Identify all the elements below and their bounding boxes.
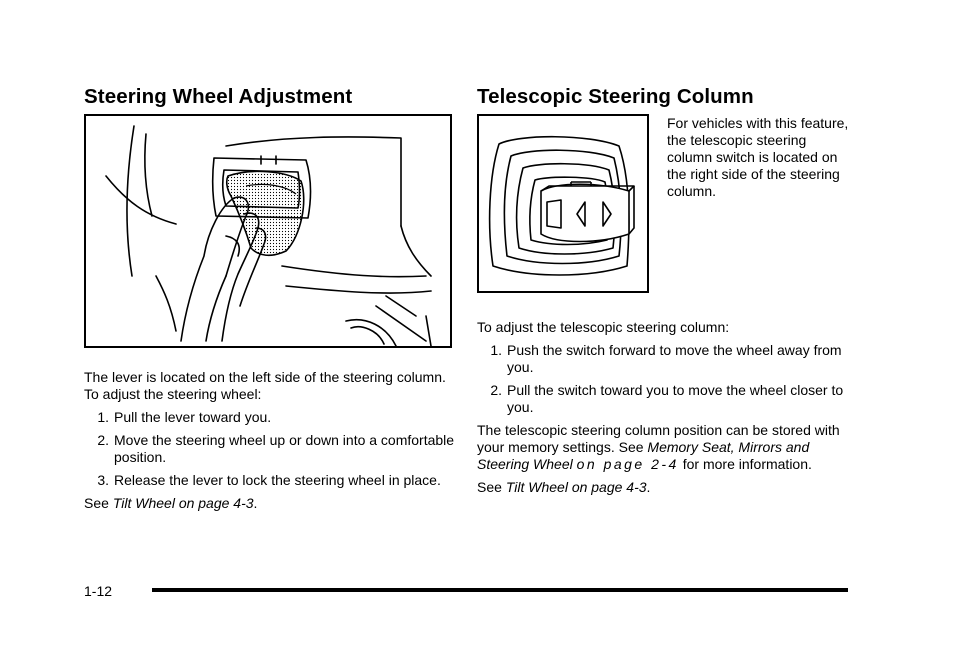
hand-pulling-lever-icon (86, 116, 450, 346)
telescopic-caption: For vehicles with this feature, the telescopic steering column switch is located on the right side of the steering column. (667, 115, 849, 199)
telescopic-switch-illustration (477, 114, 649, 293)
left-body-text (84, 369, 456, 518)
see-suffix: . (253, 495, 258, 511)
tilt-wheel-link[interactable]: Tilt Wheel on page 4-3 (505, 479, 647, 495)
memory-settings-paragraph (477, 422, 849, 473)
left-intro-paragraph: The lever is located on the left side of the steering column. To adjust the steering wheel: (84, 369, 446, 402)
see-prefix: See (477, 479, 506, 495)
step-number: 3. (97, 472, 109, 488)
right-body-text (477, 319, 849, 502)
see-prefix: See (84, 495, 113, 511)
list-item (477, 342, 849, 376)
step-text: Move the steering wheel up or down into a comfortable position. (114, 432, 455, 465)
telescopic-switch-icon (479, 116, 647, 291)
list-item (84, 472, 456, 489)
memory-seat-link-page[interactable]: on page 2-4 (576, 456, 679, 472)
right-see-reference (477, 479, 849, 496)
step-number: 1. (97, 409, 109, 425)
memory-seat-link[interactable]: Memory Seat, Mirrors and Steering Wheel (477, 439, 810, 472)
left-see-reference (84, 495, 456, 512)
step-text: Release the lever to lock the steering wheel in place. (114, 472, 441, 488)
list-item (477, 382, 849, 416)
see-suffix: . (646, 479, 651, 495)
step-number: 2. (490, 382, 502, 398)
right-steps-list (477, 342, 849, 416)
page-number: 1-12 (84, 583, 113, 599)
footer-rule (152, 588, 848, 592)
tilt-wheel-link[interactable]: Tilt Wheel on page 4-3 (112, 495, 254, 511)
section-heading-steering-wheel-adjustment: Steering Wheel Adjustment (84, 85, 353, 108)
step-text: Pull the switch toward you to move the wheel closer to you. (507, 382, 844, 415)
right-intro-paragraph: To adjust the telescopic steering column: (477, 319, 730, 335)
list-item (84, 432, 456, 466)
step-number: 2. (97, 432, 109, 448)
step-text: Push the switch forward to move the wheel away from you. (507, 342, 842, 375)
memory-prefix: The telescopic steering column position can be stored with your memory settings. See (477, 422, 840, 455)
section-heading-telescopic-steering-column: Telescopic Steering Column (477, 85, 754, 108)
memory-suffix: for more information. (678, 456, 812, 472)
list-item (84, 409, 456, 426)
left-steps-list (84, 409, 456, 489)
step-text: Pull the lever toward you. (114, 409, 272, 425)
steering-lever-illustration (84, 114, 452, 348)
step-number: 1. (490, 342, 502, 358)
